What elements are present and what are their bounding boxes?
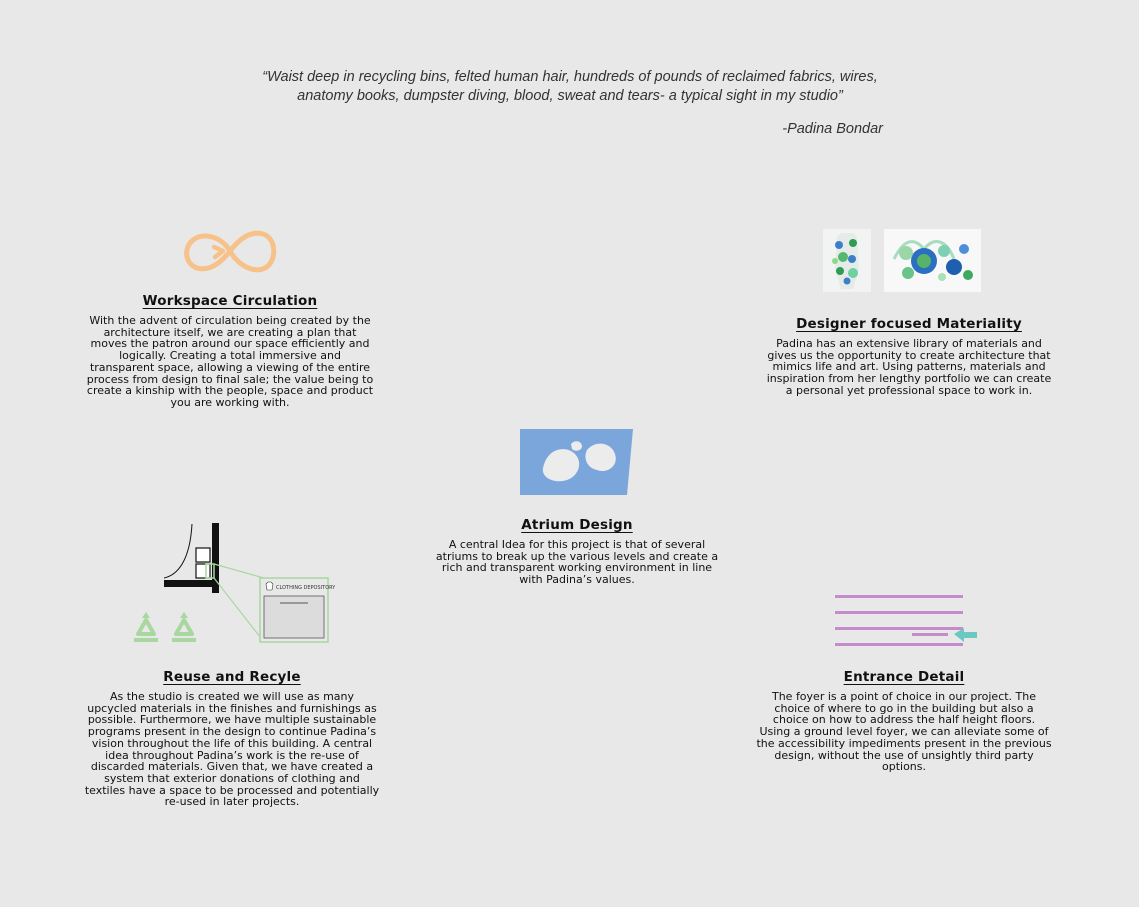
section-title: Entrance Detail bbox=[843, 669, 965, 685]
section-designer-materiality bbox=[764, 316, 1054, 397]
garment-photo-2 bbox=[884, 229, 981, 292]
section-title: Designer focused Materiality bbox=[796, 316, 1022, 332]
section-body: As the studio is created we will use as many upcycled materials in the finishes and furnishings as possible. Furthermore, we have multiple sustainable programs present in the design to continue Padina’s vision throughout the life of this building. A central idea throughout Padina’s work is the re-use of discarded materials. Given that, we have created a system that exterior donations of clothing and textiles have a space to be processed and potentially re-used in later projects. bbox=[84, 690, 380, 809]
atrium-plan-icon bbox=[519, 428, 634, 496]
quote-line-2: anatomy books, dumpster diving, blood, sweat and tears- a typical sight in my studio” bbox=[297, 88, 843, 104]
recycle-icon bbox=[130, 612, 200, 646]
section-body: A central Idea for this project is that of several atriums to break up the various levels and create a rich and transparent working environment in line with Padina’s values. bbox=[435, 538, 719, 587]
entrance-section-icon bbox=[834, 593, 980, 649]
infinity-loop-icon bbox=[181, 228, 279, 274]
quote-author: -Padina Bondar bbox=[782, 121, 883, 137]
section-body: With the advent of circulation being created by the architecture itself, we are creating a plan that moves the patron around our space efficiently and logically. Creating a total immersive and transparent space, allowing a viewing of the entire process from design to final sale; the value being to create a kinship with the people, space and product you are working with. bbox=[86, 314, 374, 409]
quote bbox=[200, 68, 940, 106]
clothing-depository-label: CLOTHING DEPOSITORY bbox=[276, 585, 335, 591]
section-title: Workspace Circulation bbox=[142, 293, 318, 309]
section-body: Padina has an extensive library of materials and gives us the opportunity to create architecture that mimics life and art. Using patterns, materials and inspiration from her lengthy portfolio we can create a personal yet professional space to work in. bbox=[766, 337, 1052, 397]
section-title: Atrium Design bbox=[521, 517, 633, 533]
section-workspace-circulation bbox=[86, 293, 374, 409]
section-entrance-detail bbox=[756, 669, 1052, 773]
section-body: The foyer is a point of choice in our project. The choice of where to go in the building but also a choice on how to address the half height floors. Using a ground level foyer, we can alleviate some of the accessibility impediments present in the previous design, without the use of unsightly third party options. bbox=[756, 690, 1052, 774]
floral-garment-photos bbox=[823, 229, 983, 292]
section-atrium-design bbox=[432, 517, 722, 586]
quote-line-1: “Waist deep in recycling bins, felted human hair, hundreds of pounds of reclaimed fabrics, wires, bbox=[262, 69, 878, 85]
section-title: Reuse and Recyle bbox=[163, 669, 301, 685]
garment-photo-1 bbox=[823, 229, 871, 292]
section-reuse-recycle bbox=[84, 669, 380, 808]
